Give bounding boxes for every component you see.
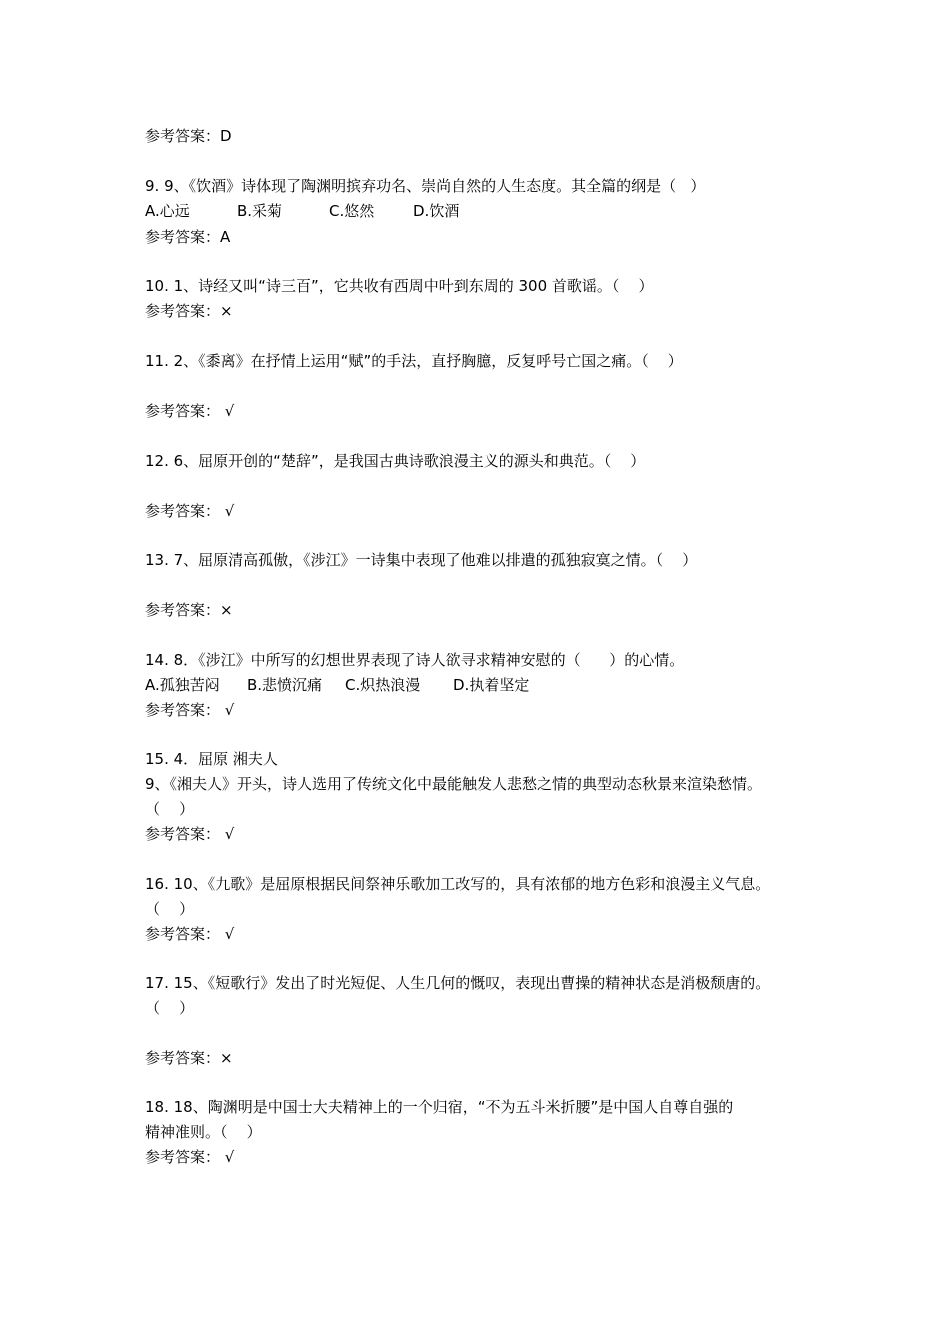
answer-line: 参考答案：×	[145, 302, 233, 320]
question-17-bracket: （ ）	[145, 999, 195, 1017]
question-14: 14. 8．《涉江》中所写的幻想世界表现了诗人欲寻求精神安慰的（ ）的心情。	[145, 651, 685, 669]
option-a: A.孤独苦闷	[145, 676, 220, 694]
question-14-options	[145, 675, 529, 695]
section-heading: 15. 4．屈原 湘夫人	[145, 750, 278, 768]
answer-line: 参考答案： √	[145, 502, 235, 520]
question-16: 16. 10、《九歌》是屈原根据民间祭神乐歌加工改写的，具有浓郁的地方色彩和浪漫主义气息。	[145, 875, 771, 893]
option-d: D.执着坚定	[453, 676, 530, 694]
option-c: C.悠然	[329, 202, 375, 220]
question-18: 18. 18、陶渊明是中国士大夫精神上的一个归宿，“不为五斗米折腰”是中国人自尊自强的	[145, 1098, 734, 1116]
option-d: D.饮酒	[413, 202, 460, 220]
answer-line: 参考答案：D	[145, 127, 232, 145]
question-13: 13. 7、屈原清高孤傲，《涉江》一诗集中表现了他难以排遣的孤独寂寞之情。（ ）	[145, 551, 698, 569]
option-b: B.采菊	[237, 202, 283, 220]
option-a: A.心远	[145, 202, 190, 220]
question-11: 11. 2、《黍离》在抒情上运用“赋”的手法，直抒胸臆，反复呼号亡国之痛。（ ）	[145, 352, 683, 370]
question-17: 17. 15、《短歌行》发出了时光短促、人生几何的慨叹，表现出曹操的精神状态是消极颓唐的。	[145, 974, 771, 992]
question-12: 12. 6、屈原开创的“楚辞”，是我国古典诗歌浪漫主义的源头和典范。（ ）	[145, 452, 646, 470]
question-15: 9、《湘夫人》开头，诗人选用了传统文化中最能触发人悲愁之情的典型动态秋景来渲染愁情。	[145, 775, 763, 793]
question-9: 9. 9、《饮酒》诗体现了陶渊明摈弃功名、崇尚自然的人生态度。其全篇的纲是（ ）	[145, 177, 706, 195]
question-16-bracket: （ ）	[145, 900, 195, 918]
answer-line: 参考答案：×	[145, 601, 233, 619]
question-10: 10. 1、诗经又叫“诗三百”，它共收有西周中叶到东周的 300 首歌谣。（ ）	[145, 277, 654, 295]
question-15-bracket: （ ）	[145, 800, 195, 818]
answer-line: 参考答案： √	[145, 701, 235, 719]
answer-line: 参考答案： √	[145, 925, 235, 943]
answer-line: 参考答案：A	[145, 228, 231, 246]
answer-line: 参考答案： √	[145, 1148, 235, 1166]
option-c: C.炽热浪漫	[345, 676, 421, 694]
answer-line: 参考答案： √	[145, 402, 235, 420]
answer-line: 参考答案：×	[145, 1049, 233, 1067]
question-9-options	[145, 201, 459, 221]
option-b: B.悲愤沉痛	[247, 676, 323, 694]
question-18-continued: 精神准则。（ ）	[145, 1123, 262, 1141]
answer-line: 参考答案： √	[145, 825, 235, 843]
